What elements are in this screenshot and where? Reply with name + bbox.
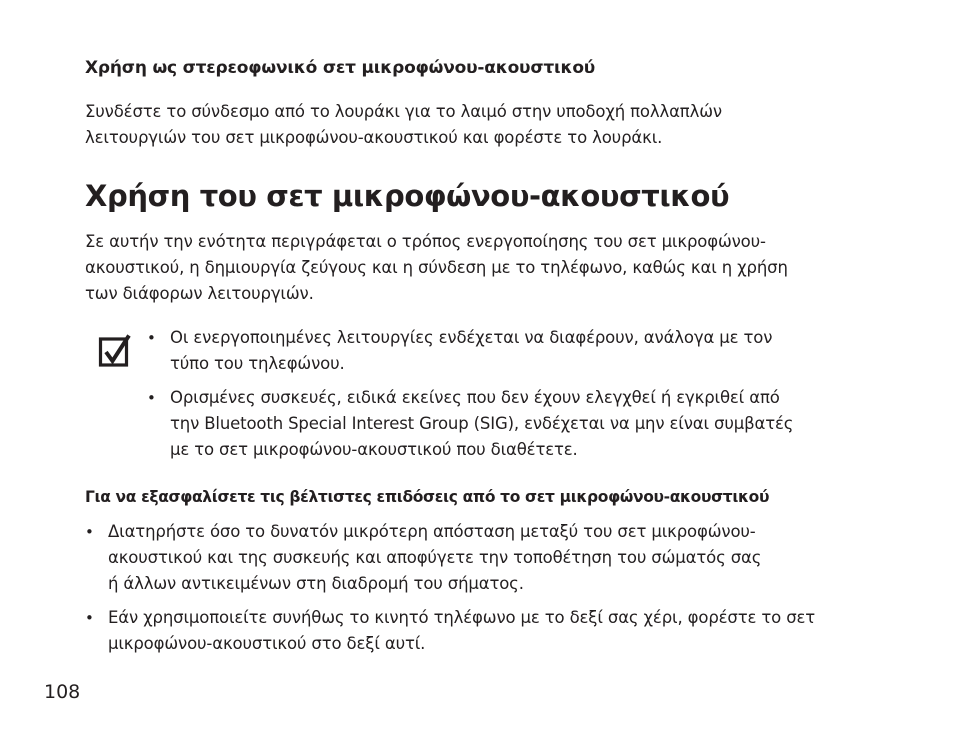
tip-line: Διατηρήστε όσο το δυνατόν μικρότερη απόσταση μεταξύ του σετ μικροφώνου-: [108, 522, 756, 541]
tip-line: ή άλλων αντικειμένων στη διαδρομή του σήματος.: [108, 574, 524, 593]
note-line: Οι ενεργοποιημένες λειτουργίες ενδέχεται να διαφέρουν, ανάλογα με τον: [170, 328, 773, 347]
note-item: [147, 325, 867, 377]
bullet-marker: •: [147, 389, 156, 407]
note-item: [147, 385, 867, 463]
paragraph-line: Σε αυτήν την ενότητα περιγράφεται ο τρόπος ενεργοποίησης του σετ μικροφώνου-: [85, 232, 766, 251]
tip-line: Εάν χρησιμοποιείτε συνήθως το κινητό τηλέφωνο με το δεξί σας χέρι, φορέστε το σετ: [108, 608, 816, 627]
page-title: Χρήση του σετ μικροφώνου-ακουστικού: [85, 179, 730, 213]
paragraph-line: λειτουργιών του σετ μικροφώνου-ακουστικού και φορέστε το λουράκι.: [85, 128, 663, 147]
tip-line: ακουστικού και της συσκευής και αποφύγετε την τοποθέτηση του σώματός σας: [108, 548, 762, 567]
note-line: με το σετ μικροφώνου-ακουστικού που διαθέτετε.: [170, 440, 578, 459]
section-paragraph: [85, 99, 885, 151]
note-line: τύπο του τηλεφώνου.: [170, 354, 345, 373]
note-line: Ορισμένες συσκευές, ειδικά εκείνες που δεν έχουν ελεγχθεί ή εγκριθεί από: [170, 388, 780, 407]
tips-list: [85, 519, 885, 657]
checkbox-note-icon: [98, 334, 132, 368]
tip-line: μικροφώνου-ακουστικού στο δεξί αυτί.: [108, 634, 426, 653]
bullet-marker: •: [85, 609, 94, 627]
tips-heading: Για να εξασφαλίσετε τις βέλτιστες επιδόσεις από το σετ μικροφώνου-ακουστικού: [85, 488, 770, 506]
paragraph-line: των διάφορων λειτουργιών.: [85, 284, 314, 303]
paragraph-line: Συνδέστε το σύνδεσμο από το λουράκι για το λαιμό στην υποδοχή πολλαπλών: [85, 102, 722, 121]
intro-paragraph: [85, 229, 885, 307]
tip-item: [85, 605, 885, 657]
note-line: την Bluetooth Special Interest Group (SIG), ενδέχεται να μην είναι συμβατές: [170, 414, 794, 433]
note-list: [147, 325, 867, 463]
page-number: 108: [44, 681, 81, 703]
bullet-marker: •: [147, 329, 156, 347]
section-subheading: Χρήση ως στερεοφωνικό σετ μικροφώνου-ακουστικού: [85, 58, 596, 78]
paragraph-line: ακουστικού, η δημιουργία ζεύγους και η σύνδεση με το τηλέφωνο, καθώς και η χρήση: [85, 258, 788, 277]
bullet-marker: •: [85, 523, 94, 541]
tip-item: [85, 519, 885, 597]
